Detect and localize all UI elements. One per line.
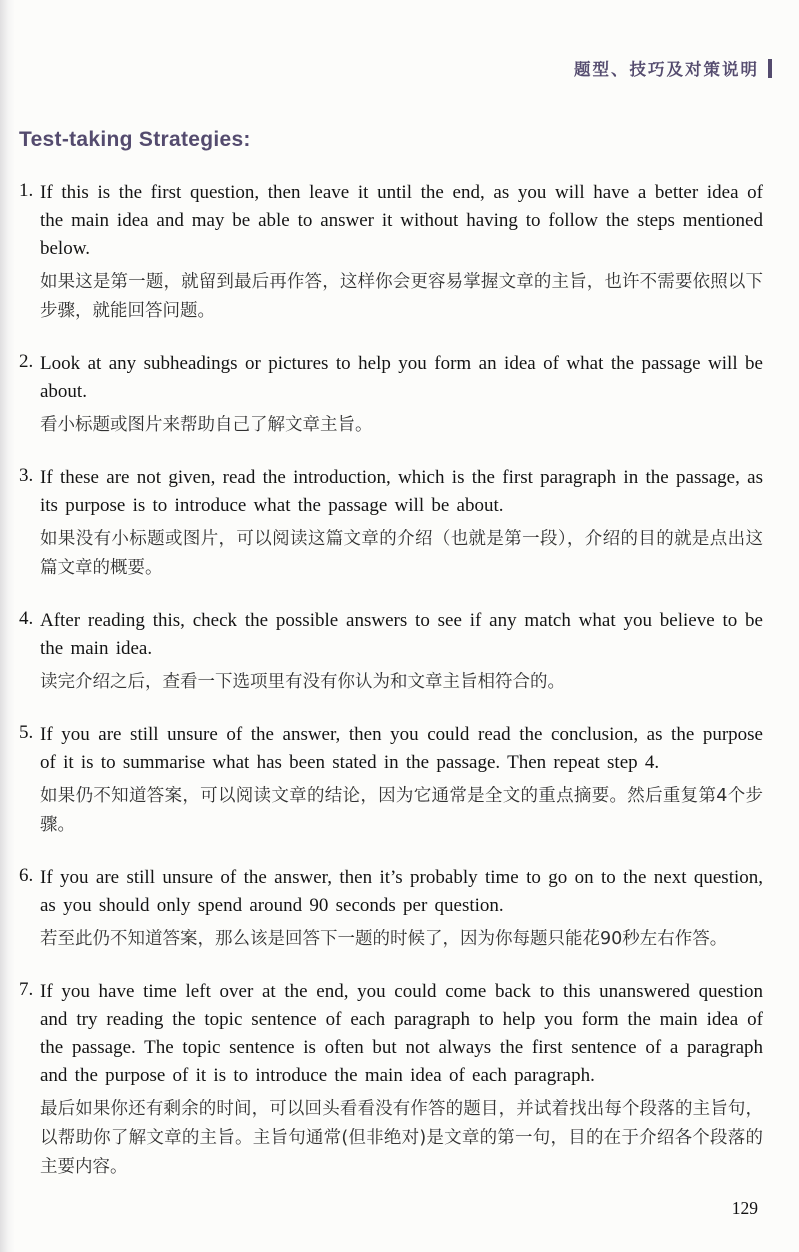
strategy-english: After reading this, check the possible answers to see if any match what you believe to be the main idea.: [40, 610, 763, 659]
strategy-chinese: 如果这是第一题，就留到最后再作答，这样你会更容易掌握文章的主旨，也许不需要依照以下步骤，就能回答问题。: [40, 272, 763, 321]
strategy-english: If you are still unsure of the answer, then it’s probably time to go on to the next question, as you should only spend around 90 seconds per question.: [40, 867, 763, 916]
strategy-english: Look at any subheadings or pictures to help you form an idea of what the passage will be about.: [40, 353, 763, 402]
strategy-english: If this is the first question, then leave it until the end, as you will have a better idea of the main idea and may be able to answer it without having to follow the steps mentioned below.: [40, 182, 763, 259]
item-number: 5.: [19, 722, 34, 743]
page-gutter-shadow: [0, 0, 15, 1252]
running-header-text: 题型、技巧及对策说明: [574, 60, 759, 79]
item-number: 3.: [19, 465, 34, 486]
page-number: 129: [731, 1198, 758, 1218]
strategy-item-7: [19, 978, 763, 1182]
strategy-item-6: [19, 864, 763, 954]
item-number: 7.: [19, 979, 34, 1000]
item-number: 2.: [19, 351, 34, 372]
strategy-chinese: 看小标题或图片来帮助自己了解文章主旨。: [40, 415, 373, 435]
strategy-item-5: [19, 721, 763, 840]
strategy-chinese: 如果没有小标题或图片，可以阅读这篇文章的介绍（也就是第一段），介绍的目的就是点出这篇文章的概要。: [40, 529, 763, 578]
strategy-english: If you have time left over at the end, you could come back to this unanswered question and try reading the topic sentence of each paragraph to help you form the main idea of the passage. The topic sentence is often but not always the first sentence of a paragraph and the purpose of it is to introduce the main idea of each paragraph.: [40, 981, 763, 1086]
running-header: [574, 56, 772, 80]
strategy-item-4: [19, 607, 763, 697]
header-rule-bar: [768, 59, 772, 78]
strategy-list: [19, 179, 763, 1182]
strategy-chinese: 若至此仍不知道答案，那么该是回答下一题的时候了，因为你每题只能花90秒左右作答。: [40, 929, 728, 949]
strategy-item-3: [19, 464, 763, 583]
strategy-english: If these are not given, read the introduction, which is the first paragraph in the passage, as its purpose is to introduce what the passage will be about.: [40, 467, 763, 516]
strategy-chinese: 最后如果你还有剩余的时间，可以回头看看没有作答的题目，并试着找出每个段落的主旨句，以帮助你了解文章的主旨。主旨句通常(但非绝对)是文章的第一句，目的在于介绍各个段落的主要内容。: [40, 1099, 763, 1177]
strategy-chinese: 读完介绍之后，查看一下选项里有没有你认为和文章主旨相符合的。: [40, 672, 565, 692]
strategy-item-2: [19, 350, 763, 440]
item-number: 4.: [19, 608, 34, 629]
page-content: [19, 128, 763, 1206]
strategy-english: If you are still unsure of the answer, then you could read the conclusion, as the purpose of it is to summarise what has been stated in the passage. Then repeat step 4.: [40, 724, 763, 773]
strategy-chinese: 如果仍不知道答案，可以阅读文章的结论，因为它通常是全文的重点摘要。然后重复第4个步骤。: [40, 786, 763, 835]
item-number: 1.: [19, 180, 34, 201]
page-title: Test-taking Strategies:: [19, 128, 251, 151]
strategy-item-1: [19, 179, 763, 326]
item-number: 6.: [19, 865, 34, 886]
